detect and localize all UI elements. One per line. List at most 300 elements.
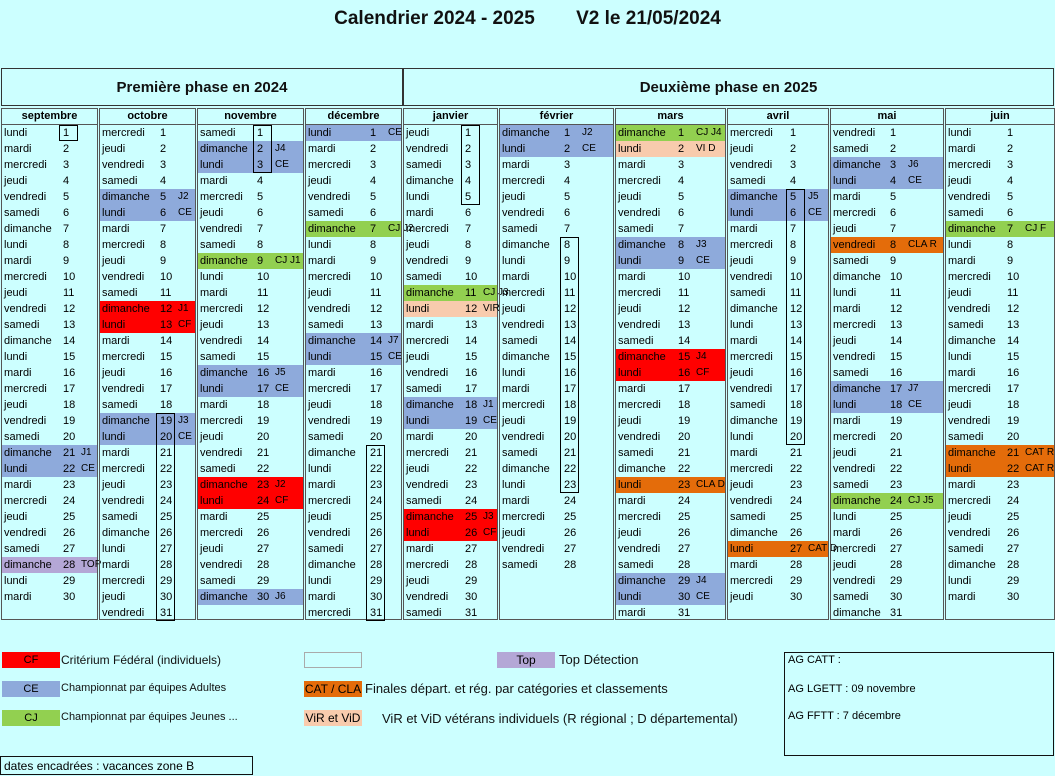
day-row	[831, 509, 943, 525]
day-row	[100, 525, 195, 541]
day-number: 4	[160, 175, 167, 187]
day-number: 11	[790, 287, 802, 299]
event-tag: CAT R	[1025, 447, 1055, 458]
day-row	[404, 253, 497, 269]
weekday-name: vendredi	[406, 367, 449, 379]
day-row	[2, 557, 102, 573]
event-tag: CF	[275, 495, 289, 506]
day-number: 22	[370, 463, 383, 475]
weekday-name: dimanche	[948, 447, 996, 459]
day-row	[831, 205, 943, 221]
day-row	[198, 125, 303, 141]
month-header: mars	[616, 109, 725, 125]
day-row	[616, 493, 725, 509]
day-row	[946, 253, 1054, 269]
weekday-name: lundi	[102, 207, 126, 219]
day-row	[831, 381, 943, 397]
weekday-name: jeudi	[308, 511, 332, 523]
day-row	[831, 461, 943, 477]
day-number: 2	[257, 143, 264, 155]
day-number: 23	[465, 479, 478, 491]
weekday-name: dimanche	[102, 191, 150, 203]
day-row	[946, 477, 1054, 493]
weekday-name: lundi	[102, 319, 126, 331]
weekday-name: lundi	[833, 511, 857, 523]
day-row	[946, 333, 1054, 349]
day-number: 11	[564, 287, 576, 299]
day-row	[616, 189, 725, 205]
event-tag: VIR	[483, 303, 500, 314]
weekday-name: lundi	[308, 463, 332, 475]
weekday-name: mardi	[200, 175, 228, 187]
event-tag: CE	[483, 415, 497, 426]
event-tag: CE	[582, 143, 596, 154]
day-row	[831, 141, 943, 157]
day-row	[500, 365, 613, 381]
weekday-name: mardi	[200, 287, 228, 299]
day-number: 14	[63, 335, 76, 347]
title-calendar: Calendrier 2024 - 2025	[334, 8, 535, 29]
day-number: 23	[257, 479, 270, 491]
day-row	[100, 589, 195, 605]
weekday-name: dimanche	[200, 367, 248, 379]
day-number: 17	[790, 383, 803, 395]
weekday-name: mercredi	[833, 431, 876, 443]
day-number: 14	[890, 335, 903, 347]
day-number: 25	[370, 511, 383, 523]
day-row	[728, 189, 828, 205]
day-row	[306, 301, 401, 317]
day-number: 12	[564, 303, 577, 315]
weekday-name: samedi	[730, 175, 766, 187]
weekday-name: mercredi	[730, 239, 773, 251]
day-row	[500, 429, 613, 445]
day-row	[500, 541, 613, 557]
day-row	[946, 349, 1054, 365]
event-tag: J4	[696, 351, 707, 362]
day-row	[100, 381, 195, 397]
weekday-name: mercredi	[618, 399, 661, 411]
day-row	[404, 413, 497, 429]
event-tag: J4	[275, 143, 286, 154]
day-number: 22	[465, 463, 478, 475]
weekday-name: lundi	[406, 191, 430, 203]
weekday-name: mercredi	[102, 463, 145, 475]
weekday-name: dimanche	[948, 335, 996, 347]
day-number: 22	[1007, 463, 1020, 475]
weekday-name: jeudi	[308, 175, 332, 187]
weekday-name: vendredi	[406, 143, 449, 155]
weekday-name: mercredi	[618, 287, 661, 299]
day-row	[728, 253, 828, 269]
weekday-name: mardi	[102, 447, 130, 459]
day-number: 11	[257, 287, 269, 299]
day-row	[2, 429, 97, 445]
day-number: 15	[564, 351, 577, 363]
weekday-name: mercredi	[406, 559, 449, 571]
event-tag: CE	[275, 159, 289, 170]
weekday-name: mardi	[502, 495, 530, 507]
day-row	[946, 397, 1054, 413]
day-number: 18	[790, 399, 803, 411]
day-row	[946, 125, 1054, 141]
day-number: 7	[790, 223, 797, 235]
day-number: 3	[678, 159, 685, 171]
day-number: 7	[1007, 223, 1014, 235]
day-number: 19	[257, 415, 270, 427]
day-number: 17	[564, 383, 577, 395]
day-number: 31	[678, 607, 691, 619]
weekday-name: samedi	[618, 335, 654, 347]
day-row	[728, 461, 828, 477]
weekday-name: mardi	[200, 511, 228, 523]
month-header: janvier	[404, 109, 497, 125]
month-header: octobre	[100, 109, 195, 125]
weekday-name: mercredi	[833, 319, 876, 331]
day-row	[198, 397, 303, 413]
weekday-name: mardi	[730, 223, 758, 235]
weekday-name: samedi	[406, 495, 442, 507]
weekday-name: lundi	[502, 367, 526, 379]
day-row	[100, 237, 195, 253]
day-row	[2, 573, 97, 589]
day-row	[946, 461, 1054, 477]
weekday-name: lundi	[833, 287, 857, 299]
day-number: 9	[890, 255, 897, 267]
day-row	[306, 317, 401, 333]
weekday-name: mardi	[102, 223, 130, 235]
day-row	[2, 269, 97, 285]
day-row	[100, 317, 195, 333]
day-row	[2, 173, 97, 189]
day-row	[500, 509, 613, 525]
weekday-name: lundi	[833, 399, 857, 411]
weekday-name: vendredi	[4, 527, 47, 539]
day-number: 23	[160, 479, 173, 491]
weekday-name: mercredi	[4, 159, 47, 171]
day-row	[946, 269, 1054, 285]
day-number: 2	[370, 143, 377, 155]
weekday-name: dimanche	[4, 335, 52, 347]
day-row	[306, 589, 401, 605]
weekday-name: lundi	[200, 159, 224, 171]
weekday-name: dimanche	[833, 383, 881, 395]
day-number: 1	[257, 127, 264, 139]
weekday-name: mardi	[502, 159, 530, 171]
weekday-name: jeudi	[4, 399, 28, 411]
weekday-name: jeudi	[4, 175, 28, 187]
weekday-name: jeudi	[102, 255, 126, 267]
day-row	[306, 429, 401, 445]
event-tag: CE	[388, 351, 402, 362]
day-row	[306, 605, 401, 621]
day-row	[946, 381, 1054, 397]
day-number: 11	[160, 287, 172, 299]
top-swatch: Top	[497, 652, 555, 668]
weekday-name: mercredi	[308, 383, 351, 395]
day-row	[728, 525, 828, 541]
day-number: 29	[790, 575, 803, 587]
weekday-name: lundi	[4, 239, 28, 251]
day-row	[198, 333, 303, 349]
weekday-name: dimanche	[4, 559, 52, 571]
cat-legend-label: Finales départ. et rég. par catégories et classements	[365, 681, 668, 696]
ag-catt: AG CATT :	[788, 654, 841, 666]
weekday-name: samedi	[308, 431, 344, 443]
day-number: 30	[890, 591, 903, 603]
weekday-name: mercredi	[833, 543, 876, 555]
weekday-name: mercredi	[948, 271, 991, 283]
weekday-name: lundi	[308, 127, 332, 139]
day-number: 16	[370, 367, 383, 379]
day-row	[2, 189, 97, 205]
weekday-name: samedi	[730, 287, 766, 299]
month-column	[1, 108, 102, 620]
weekday-name: samedi	[618, 223, 654, 235]
day-number: 4	[564, 175, 571, 187]
day-row	[2, 317, 97, 333]
day-number: 15	[63, 351, 76, 363]
day-row	[306, 573, 401, 589]
day-row	[616, 173, 725, 189]
month-column	[615, 108, 726, 620]
weekday-name: vendredi	[406, 255, 449, 267]
day-row	[404, 333, 497, 349]
event-tag: CE	[178, 431, 192, 442]
weekday-name: samedi	[308, 543, 344, 555]
day-number: 24	[678, 495, 691, 507]
weekday-name: dimanche	[618, 575, 666, 587]
day-row	[100, 189, 195, 205]
day-row	[2, 157, 97, 173]
weekday-name: lundi	[4, 575, 28, 587]
day-row	[404, 445, 497, 461]
day-row	[616, 429, 725, 445]
event-tag: CJ J3	[483, 287, 509, 298]
day-number: 26	[564, 527, 577, 539]
day-number: 13	[370, 319, 383, 331]
day-number: 18	[890, 399, 903, 411]
day-row	[2, 221, 97, 237]
day-number: 1	[790, 127, 797, 139]
day-number: 16	[890, 367, 903, 379]
day-number: 14	[465, 335, 478, 347]
day-row	[404, 205, 497, 221]
day-number: 4	[465, 175, 472, 187]
day-number: 4	[678, 175, 685, 187]
weekday-name: samedi	[833, 479, 869, 491]
day-number: 3	[564, 159, 571, 171]
weekday-name: jeudi	[406, 239, 430, 251]
day-number: 18	[1007, 399, 1020, 411]
vacances-note: dates encadrées : vacances zone B	[0, 756, 253, 775]
day-row	[404, 493, 497, 509]
day-row	[500, 285, 613, 301]
day-number: 7	[890, 223, 897, 235]
weekday-name: mercredi	[730, 575, 773, 587]
day-row	[728, 125, 828, 141]
day-row	[404, 125, 497, 141]
event-tag: TOP	[81, 559, 102, 570]
day-row	[500, 525, 613, 541]
day-row	[100, 269, 195, 285]
day-number: 3	[370, 159, 377, 171]
day-row	[2, 589, 97, 605]
day-row	[831, 301, 943, 317]
day-number: 18	[160, 399, 173, 411]
day-row	[306, 461, 401, 477]
weekday-name: mercredi	[948, 495, 991, 507]
day-row	[306, 413, 401, 429]
day-number: 30	[257, 591, 270, 603]
day-row	[100, 429, 195, 445]
day-row	[404, 365, 497, 381]
day-number: 20	[790, 431, 803, 443]
day-number: 14	[160, 335, 173, 347]
weekday-name: jeudi	[730, 367, 754, 379]
day-row	[728, 493, 828, 509]
weekday-name: jeudi	[948, 511, 972, 523]
day-number: 8	[890, 239, 897, 251]
day-row	[404, 237, 497, 253]
day-number: 24	[790, 495, 803, 507]
weekday-name: mardi	[730, 447, 758, 459]
day-row	[100, 557, 195, 573]
day-number: 14	[257, 335, 270, 347]
weekday-name: jeudi	[200, 543, 224, 555]
day-row	[100, 301, 195, 317]
weekday-name: lundi	[730, 543, 754, 555]
event-tag: CE	[908, 175, 922, 186]
weekday-name: dimanche	[102, 415, 150, 427]
weekday-name: lundi	[618, 255, 642, 267]
day-row	[198, 349, 303, 365]
weekday-name: mercredi	[618, 175, 661, 187]
day-number: 5	[890, 191, 897, 203]
day-row	[306, 397, 401, 413]
day-row	[2, 413, 97, 429]
day-row	[728, 269, 828, 285]
day-row	[404, 269, 497, 285]
day-row	[198, 301, 303, 317]
weekday-name: mercredi	[730, 127, 773, 139]
day-row	[728, 237, 828, 253]
month-column	[727, 108, 838, 620]
day-row	[306, 269, 401, 285]
day-number: 2	[1007, 143, 1014, 155]
weekday-name: lundi	[502, 255, 526, 267]
day-number: 1	[63, 127, 70, 139]
day-row	[831, 317, 943, 333]
day-row	[198, 413, 303, 429]
day-number: 26	[257, 527, 270, 539]
day-row	[500, 557, 613, 573]
weekday-name: samedi	[102, 175, 138, 187]
day-number: 20	[63, 431, 76, 443]
day-number: 20	[564, 431, 577, 443]
day-number: 18	[257, 399, 270, 411]
day-number: 1	[370, 127, 377, 139]
day-number: 29	[1007, 575, 1020, 587]
weekday-name: jeudi	[502, 415, 526, 427]
day-row	[306, 125, 401, 141]
day-number: 1	[465, 127, 472, 139]
day-row	[728, 317, 828, 333]
weekday-name: dimanche	[308, 559, 356, 571]
day-number: 22	[790, 463, 803, 475]
day-row	[2, 365, 97, 381]
day-row	[616, 397, 725, 413]
weekday-name: lundi	[948, 575, 972, 587]
weekday-name: dimanche	[948, 559, 996, 571]
day-row	[831, 557, 943, 573]
day-number: 25	[257, 511, 270, 523]
day-number: 15	[678, 351, 691, 363]
day-row	[831, 269, 943, 285]
day-row	[306, 141, 401, 157]
weekday-name: lundi	[730, 207, 754, 219]
weekday-name: dimanche	[502, 127, 550, 139]
weekday-name: mardi	[833, 191, 861, 203]
day-row	[946, 493, 1054, 509]
day-number: 17	[890, 383, 903, 395]
weekday-name: samedi	[618, 559, 654, 571]
weekday-name: dimanche	[102, 303, 150, 315]
weekday-name: dimanche	[4, 223, 52, 235]
month-header: novembre	[198, 109, 303, 125]
weekday-name: lundi	[200, 495, 224, 507]
day-row	[404, 221, 497, 237]
weekday-name: mardi	[948, 479, 976, 491]
day-row	[100, 493, 195, 509]
event-tag: CF	[696, 367, 710, 378]
event-tag: CJ J1	[275, 255, 301, 266]
day-number: 5	[160, 191, 167, 203]
blank-swatch	[304, 652, 362, 668]
day-row	[306, 205, 401, 221]
weekday-name: dimanche	[833, 159, 881, 171]
day-row	[100, 173, 195, 189]
day-number: 30	[1007, 591, 1020, 603]
day-number: 4	[1007, 175, 1014, 187]
weekday-name: mercredi	[102, 127, 145, 139]
day-number: 21	[370, 447, 383, 459]
day-number: 19	[678, 415, 691, 427]
weekday-name: jeudi	[406, 351, 430, 363]
day-number: 2	[63, 143, 70, 155]
day-row	[616, 221, 725, 237]
weekday-name: mercredi	[502, 511, 545, 523]
weekday-name: mercredi	[4, 271, 47, 283]
day-row	[500, 397, 613, 413]
weekday-name: dimanche	[308, 335, 356, 347]
weekday-name: vendredi	[833, 575, 876, 587]
day-row	[198, 269, 303, 285]
day-row	[616, 589, 725, 605]
weekday-name: samedi	[730, 399, 766, 411]
day-number: 3	[890, 159, 897, 171]
event-tag: CJ J2	[388, 223, 414, 234]
weekday-name: mardi	[618, 159, 646, 171]
day-number: 16	[564, 367, 577, 379]
day-number: 24	[465, 495, 478, 507]
weekday-name: vendredi	[406, 591, 449, 603]
weekday-name: jeudi	[502, 303, 526, 315]
day-row	[306, 221, 414, 237]
weekday-name: lundi	[618, 367, 642, 379]
phase-1-header: Première phase en 2024	[1, 68, 403, 106]
weekday-name: dimanche	[730, 191, 778, 203]
